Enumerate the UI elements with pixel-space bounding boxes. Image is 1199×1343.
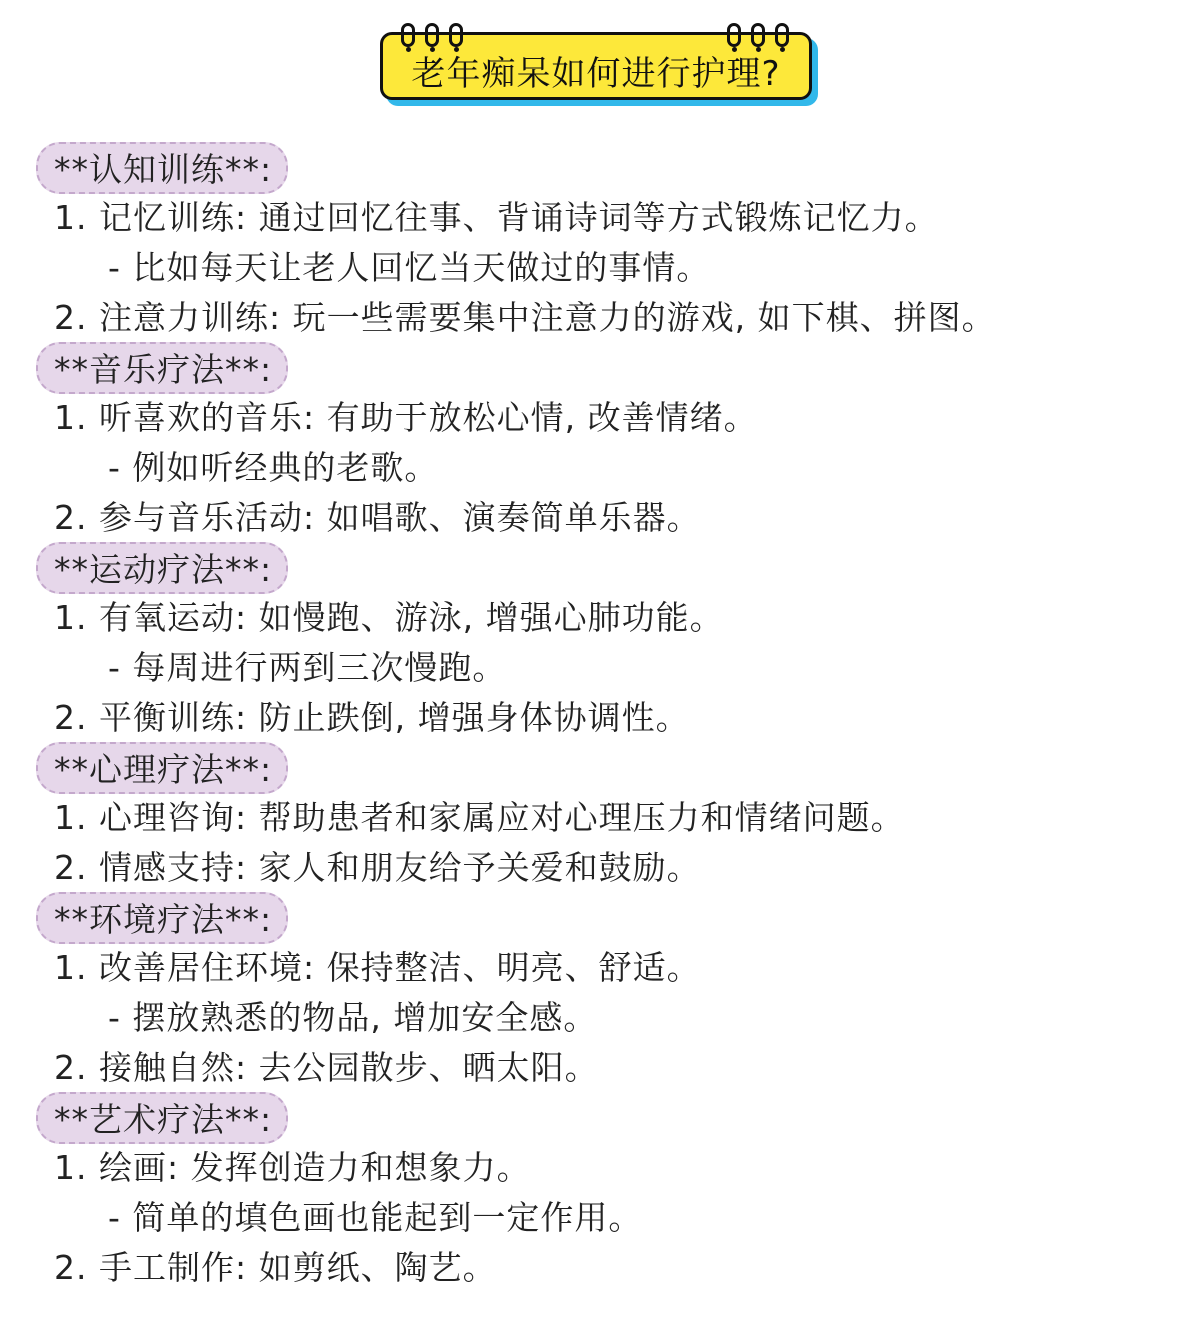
- binder-ring-icon: [425, 23, 439, 47]
- list-item: 1. 心理咨询: 帮助患者和家属应对心理压力和情绪问题。: [54, 798, 905, 837]
- binder-ring-icon: [727, 23, 741, 47]
- section-heading: **认知训练**:: [36, 142, 288, 194]
- sub-point: - 每周进行两到三次慢跑。: [108, 648, 507, 687]
- sub-point: - 比如每天让老人回忆当天做过的事情。: [108, 248, 711, 287]
- list-item: 2. 注意力训练: 玩一些需要集中注意力的游戏, 如下棋、拼图。: [54, 298, 996, 337]
- page-title: 老年痴呆如何进行护理?: [411, 53, 781, 94]
- binder-rings-left: [401, 23, 463, 47]
- list-item: 2. 手工制作: 如剪纸、陶艺。: [54, 1248, 497, 1287]
- list-item: 1. 有氧运动: 如慢跑、游泳, 增强心肺功能。: [54, 598, 724, 637]
- title-tag-box: [380, 32, 812, 100]
- section-heading-row: [36, 143, 1186, 193]
- sub-point: - 例如听经典的老歌。: [108, 448, 439, 487]
- section-heading: **音乐疗法**:: [36, 342, 288, 394]
- title-tag: [380, 32, 822, 110]
- list-item: 2. 参与音乐活动: 如唱歌、演奏简单乐器。: [54, 498, 701, 537]
- list-item: 1. 改善居住环境: 保持整洁、明亮、舒适。: [54, 948, 701, 987]
- list-item: 1. 记忆训练: 通过回忆往事、背诵诗词等方式锻炼记忆力。: [54, 198, 939, 237]
- binder-ring-icon: [775, 23, 789, 47]
- sub-point: - 摆放熟悉的物品, 增加安全感。: [108, 998, 598, 1037]
- sub-point: - 简单的填色画也能起到一定作用。: [108, 1198, 643, 1237]
- list-item: 2. 接触自然: 去公园散步、晒太阳。: [54, 1048, 599, 1087]
- section-heading: **艺术疗法**:: [36, 1092, 288, 1144]
- section-heading-row: [36, 743, 1186, 793]
- binder-ring-icon: [751, 23, 765, 47]
- section-heading-row: [36, 1093, 1186, 1143]
- binder-ring-icon: [449, 23, 463, 47]
- section-heading-row: [36, 543, 1186, 593]
- section-heading-row: [36, 343, 1186, 393]
- list-item: 2. 平衡训练: 防止跌倒, 增强身体协调性。: [54, 698, 690, 737]
- section-heading: **运动疗法**:: [36, 542, 288, 594]
- binder-ring-icon: [401, 23, 415, 47]
- section-heading-row: [36, 893, 1186, 943]
- list-item: 2. 情感支持: 家人和朋友给予关爱和鼓励。: [54, 848, 701, 887]
- list-item: 1. 绘画: 发挥创造力和想象力。: [54, 1148, 531, 1187]
- section-heading: **心理疗法**:: [36, 742, 288, 794]
- care-guide-content: [36, 143, 1186, 1293]
- section-heading: **环境疗法**:: [36, 892, 288, 944]
- binder-rings-right: [727, 23, 789, 47]
- list-item: 1. 听喜欢的音乐: 有助于放松心情, 改善情绪。: [54, 398, 758, 437]
